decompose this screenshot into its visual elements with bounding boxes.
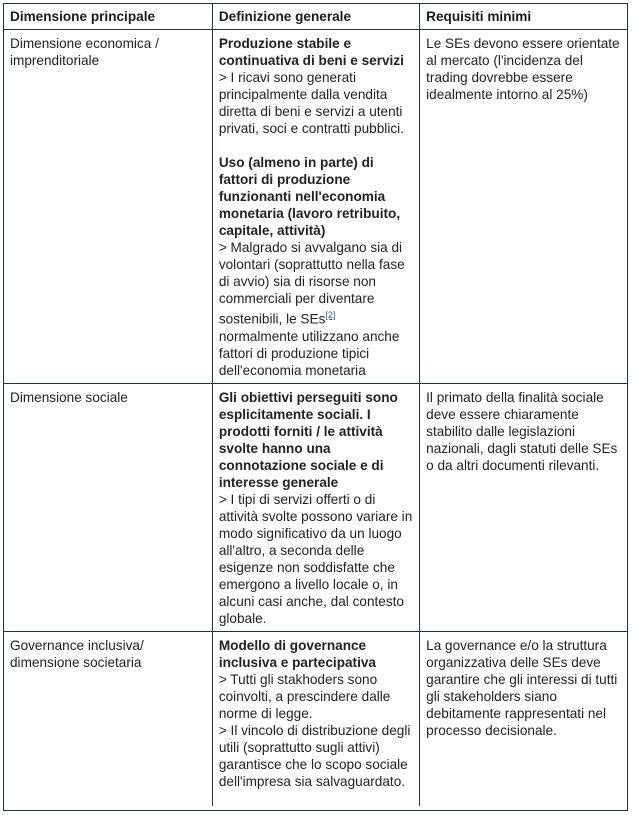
header-dimensione-principale: Dimensione principale xyxy=(4,4,212,30)
table-row xyxy=(4,383,627,631)
definition-body-before: > Malgrado si avvalgano sia di volontari (soprattutto nella fase di avvio) sia di risorse non commerciali per diventare sostenibili, le SEs xyxy=(218,240,405,327)
dimension-cell: Governance inclusiva/ dimensione societaria xyxy=(4,631,212,806)
definition-body: > I ricavi sono generati principalmente dalla vendita diretta di beni e servizi a utenti privati, soci e contratti pubblici. xyxy=(218,70,404,136)
header-requisiti-minimi: Requisiti minimi xyxy=(420,4,627,30)
definition-cell xyxy=(212,30,419,384)
requirement-cell: Le SEs devono essere orientate al mercato (l'incidenza del trading dovrebbe essere idealmente intorno al 25%) xyxy=(420,30,627,384)
definition-body: > Il vincolo di distribuzione degli utili (soprattutto sugli attivi) garantisce che lo scopo sociale dell'impresa sia salvaguardato. xyxy=(218,722,411,789)
definition-body: > I tipi di servizi offerti o di attività svolte possono variare in modo significativo da un luogo all'altro, a seconda delle esigenze non soddisfatte che emergono a livello locale o, in alcuni casi anche, dal contesto globale. xyxy=(218,491,413,626)
table-row xyxy=(4,30,627,384)
dimension-cell: Dimensione economica / imprenditoriale xyxy=(4,30,212,384)
dimensions-table xyxy=(4,4,627,806)
requirement-cell: La governance e/o la struttura organizzativa delle SEs deve garantire che gli interessi di tutti gli stakeholders siano debitamente rappresentati nel processo decisionale. xyxy=(420,631,627,806)
table-row xyxy=(4,631,627,806)
definition-body xyxy=(219,239,413,379)
footnote-link[interactable]: [2] xyxy=(325,310,336,320)
definition-heading: Modello di governance inclusiva e partecipativa xyxy=(218,637,376,670)
definition-heading: Produzione stabile e continuativa di beni e servizi xyxy=(218,36,404,68)
definition-body: > Tutti gli stakhoders sono coinvolti, a prescindere dalle norme di legge. xyxy=(218,671,391,721)
table-header-row xyxy=(4,4,627,30)
table-frame xyxy=(3,3,628,811)
definition-heading: Uso (almeno in parte) di fattori di produzione funzionanti nell'economia monetaria (lavoro retribuito, capitale, attività) xyxy=(218,155,401,238)
definition-cell xyxy=(212,383,419,631)
definition-cell xyxy=(212,631,419,806)
definition-body-after: normalmente utilizzano anche fattori di produzione tipici dell'economia monetaria xyxy=(218,328,400,378)
dimension-cell: Dimensione sociale xyxy=(4,383,212,631)
definition-heading: Gli obiettivi perseguiti sono esplicitamente sociali. I prodotti forniti / le attività svolte hanno una connotazione sociale e di interesse generale xyxy=(218,389,398,490)
requirement-cell: Il primato della finalità sociale deve essere chiaramente stabilito dalle legislazioni nazionali, dagli statuti delle SEs o da altri documenti rilevanti. xyxy=(420,383,627,631)
header-definizione-generale: Definizione generale xyxy=(212,4,419,30)
